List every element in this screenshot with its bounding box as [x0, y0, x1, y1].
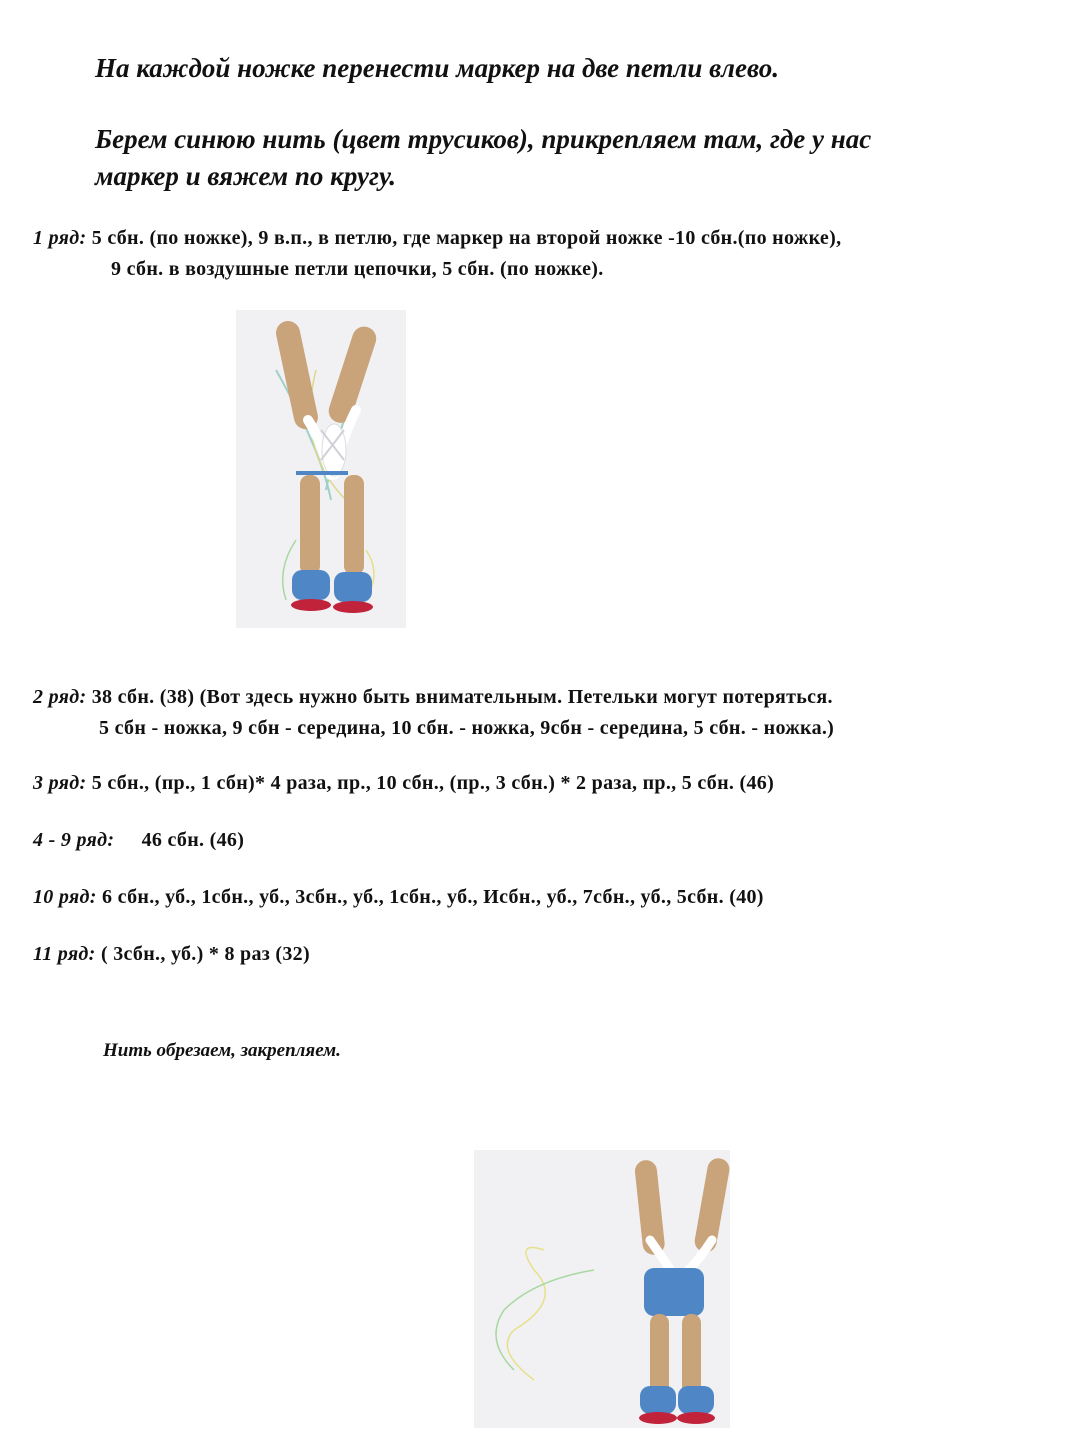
final-note: Нить обрезаем, закрепляем.	[103, 1040, 341, 1061]
row-label: 4 - 9 ряд:	[33, 829, 115, 851]
row-3	[33, 768, 1073, 799]
row-2	[33, 682, 1073, 744]
row-10	[33, 882, 1073, 913]
intro-paragraph-2-line-1: Берем синюю нить (цвет трусиков), прикрепляем там, где у нас	[95, 124, 872, 154]
row-text: 46 сбн. (46)	[141, 829, 245, 851]
row-label: 3 ряд:	[33, 772, 87, 794]
row-1	[33, 223, 1073, 285]
row-text: 5 сбн. (по ножке), 9 в.п., в петлю, где маркер на второй ножке -10 сбн.(по ножке),	[91, 227, 842, 249]
row-4-9	[33, 825, 1073, 856]
row-text: 6 сбн., уб., 1сбн., уб., 3сбн., уб., 1сбн., уб., Исбн., уб., 7сбн., уб., 5сбн. (40)	[102, 886, 764, 908]
intro-paragraph-1: На каждой ножке перенести маркер на две петли влево.	[95, 53, 779, 83]
row-text: ( 3сбн., уб.) * 8 раз (32)	[100, 943, 310, 965]
row-label: 1 ряд:	[33, 227, 87, 249]
row-label: 2 ряд:	[33, 686, 87, 708]
row-text-continued: 5 сбн - ножка, 9 сбн - середина, 10 сбн. - ножка, 9сбн - середина, 5 сбн. - ножка.)	[99, 717, 835, 739]
row-label: 10 ряд:	[33, 886, 97, 908]
doll-photo-1	[236, 310, 406, 628]
row-text: 38 сбн. (38) (Вот здесь нужно быть внимательным. Петельки могут потеряться.	[91, 686, 833, 708]
doll-photo-2	[474, 1150, 730, 1428]
row-text-continued: 9 сбн. в воздушные петли цепочки, 5 сбн. (по ножке).	[111, 258, 604, 280]
row-11	[33, 939, 1073, 970]
intro-paragraph-2	[95, 121, 1055, 195]
row-text: 5 сбн., (пр., 1 сбн)* 4 раза, пр., 10 сбн., (пр., 3 сбн.) * 2 раза, пр., 5 сбн. (46)	[91, 772, 775, 794]
row-label: 11 ряд:	[33, 943, 96, 965]
intro-paragraph-2-line-2: маркер и вяжем по кругу.	[95, 161, 396, 191]
